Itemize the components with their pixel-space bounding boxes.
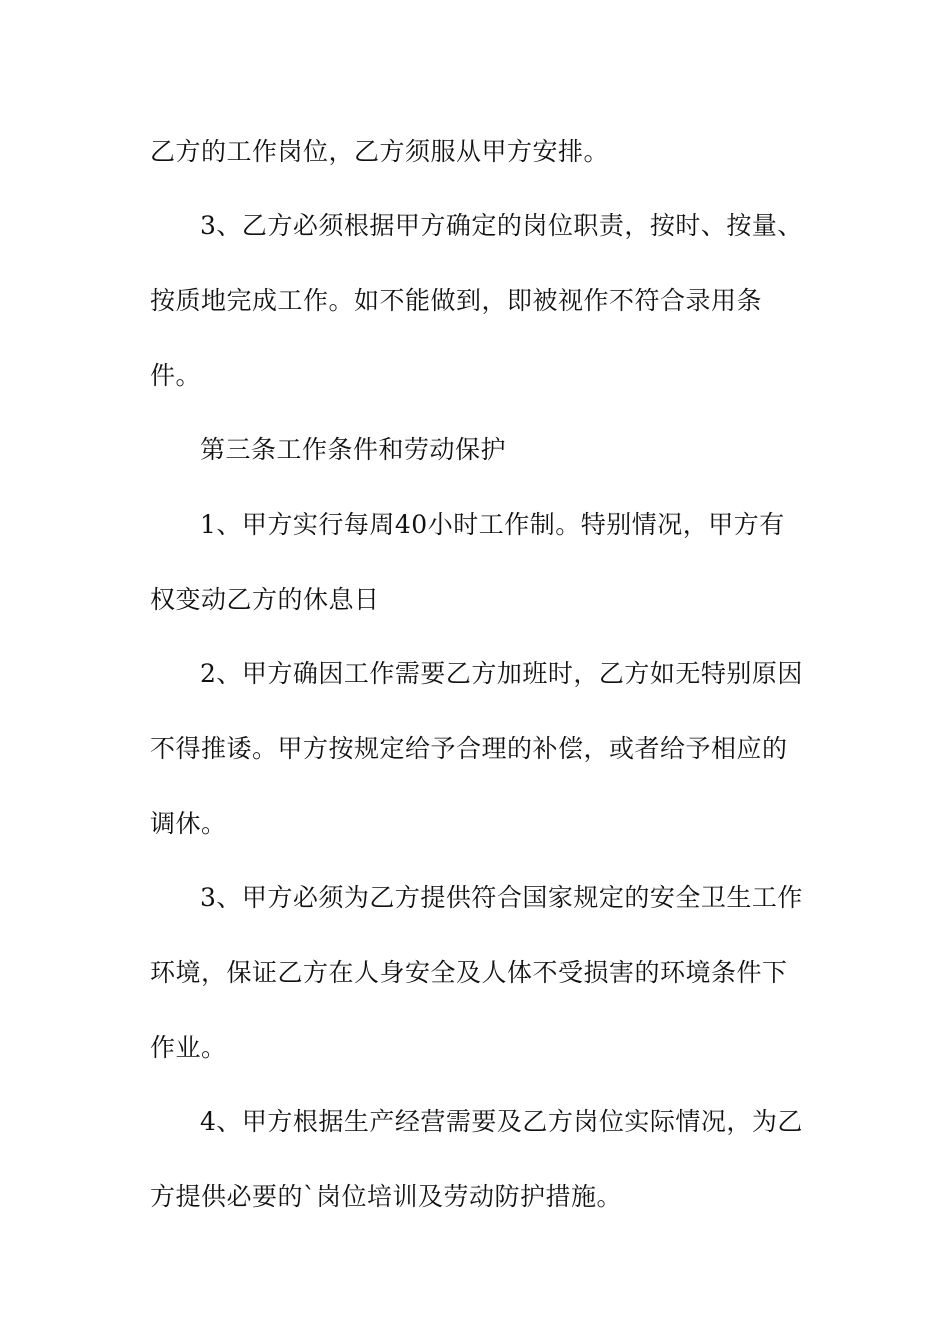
text-line: 不得推诿。甲方按规定给予合理的补偿，或者给予相应的 xyxy=(150,734,788,763)
text-line: 权变动乙方的休息日 xyxy=(150,585,380,614)
text-line: 调休。 xyxy=(150,809,227,838)
text-line: 方提供必要的`岗位培训及劳动防护措施。 xyxy=(150,1182,623,1211)
text-line: 4、甲方根据生产经营需要及乙方岗位实际情况，为乙 xyxy=(200,1107,803,1136)
text-line: 按质地完成工作。如不能做到，即被视作不符合录用条 xyxy=(150,286,763,315)
text-line: 环境，保证乙方在人身安全及人体不受损害的环境条件下 xyxy=(150,958,788,987)
text-line: 1、甲方实行每周40小时工作制。特别情况，甲方有 xyxy=(200,510,785,539)
text-line: 3、甲方必须为乙方提供符合国家规定的安全卫生工作 xyxy=(200,883,803,912)
text-line: 2、甲方确因工作需要乙方加班时，乙方如无特别原因 xyxy=(200,659,803,688)
text-line: 件。 xyxy=(150,361,202,390)
section-heading: 第三条工作条件和劳动保护 xyxy=(200,435,507,464)
text-line: 乙方的工作岗位，乙方须服从甲方安排。 xyxy=(150,137,610,166)
text-line: 作业。 xyxy=(150,1033,227,1062)
text-line: 3、乙方必须根据甲方确定的岗位职责，按时、按量、 xyxy=(200,211,803,240)
